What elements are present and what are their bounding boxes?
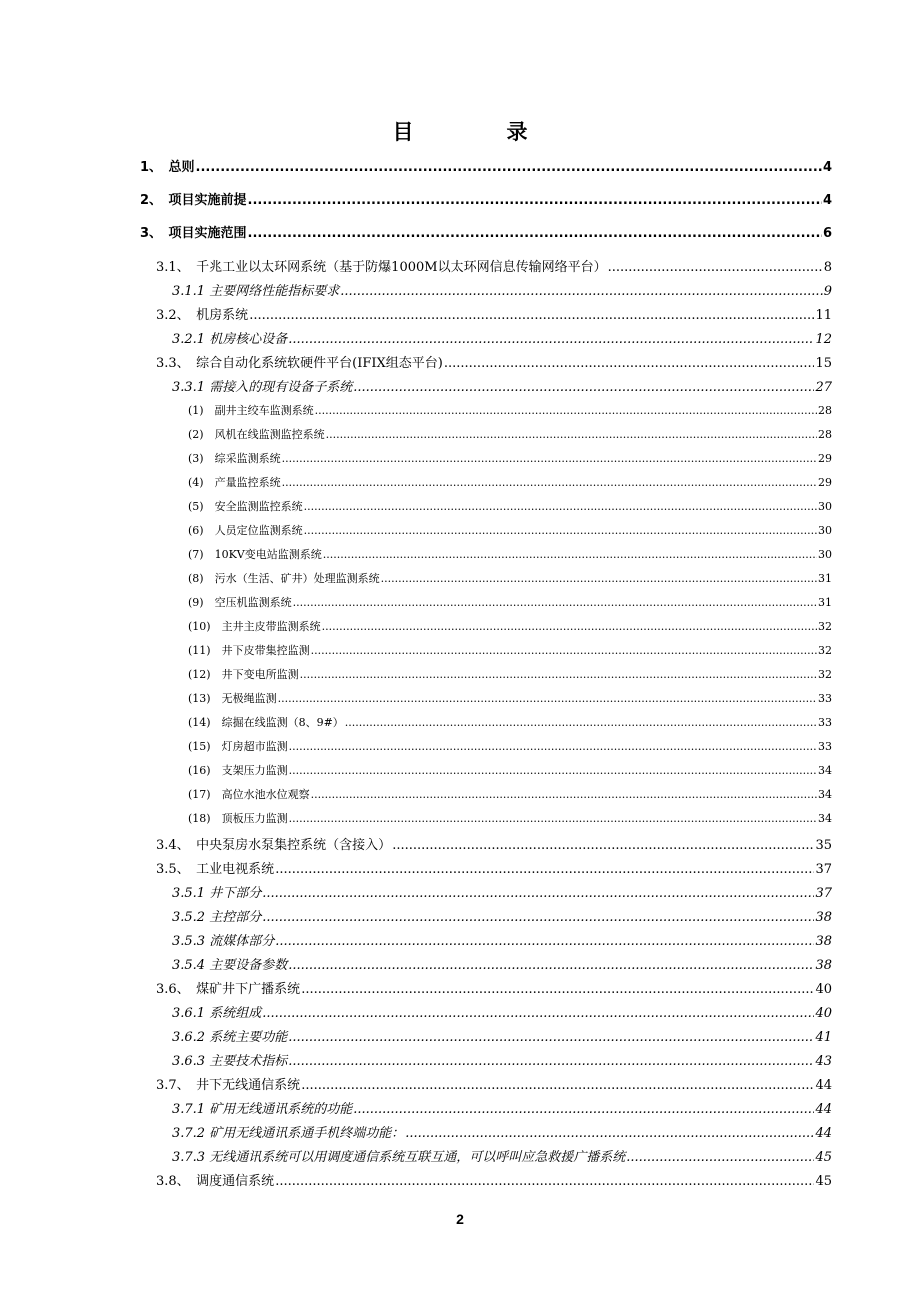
toc-entry[interactable] [172,1122,832,1141]
toc-entry-page: 34 [818,764,832,777]
toc-entry-page: 11 [815,308,832,323]
toc-entry[interactable] [172,1026,832,1045]
toc-entry[interactable] [172,376,832,395]
toc-entry-label: (13) 无极绳监测 [188,692,277,705]
toc-entry-label: 3.7、 井下无线通信系统 [156,1078,301,1093]
toc-entry-page: 32 [818,620,832,633]
toc-entry-label: 3.1.1 主要网络性能指标要求 [172,284,340,299]
toc-entry[interactable] [172,930,832,949]
toc-entry-page: 9 [823,284,832,299]
toc-entry[interactable] [188,522,832,538]
toc-entry-label: (15) 灯房超市监测 [188,740,288,753]
toc-entry-page: 40 [815,982,832,997]
toc-entry-label: (5) 安全监测监控系统 [188,500,303,513]
toc-entry-page: 15 [815,356,832,371]
toc-entry-label: (17) 高位水池水位观察 [188,788,310,801]
toc-entry-page: 33 [818,716,832,729]
toc-entry-page: 33 [818,740,832,753]
toc-entry[interactable] [188,642,832,658]
toc-entry[interactable] [188,498,832,514]
toc-entry-label: 3、 项目实施范围 [140,226,247,241]
toc-entry-page: 44 [815,1126,832,1141]
toc-entry-page: 31 [818,596,832,609]
toc-entry[interactable] [172,1098,832,1117]
toc-entry[interactable] [156,352,832,371]
toc-entry-label: 3.5.4 主要设备参数 [172,958,288,973]
toc-entry-page: 45 [815,1174,832,1189]
toc-entry[interactable] [172,906,832,925]
toc-entry[interactable] [172,1146,832,1165]
toc-entry-label: 3.6、 煤矿井下广播系统 [156,982,301,997]
toc-entry-label: 3.5.1 井下部分 [172,886,262,901]
toc-entry[interactable] [156,1074,832,1093]
toc-title: 目 录 [392,119,564,144]
toc-entry-label: (9) 空压机监测系统 [188,596,292,609]
toc-entry-page: 38 [815,958,832,973]
toc-entry-label: (11) 井下皮带集控监测 [188,644,310,657]
toc-entry-label: 3.7.1 矿用无线通讯系统的功能 [172,1102,353,1117]
toc-entry-page: 30 [818,524,832,537]
toc-entry-label: (4) 产量监控系统 [188,476,281,489]
toc-entry-page: 29 [818,476,832,489]
toc-entry[interactable] [172,1050,832,1069]
toc-entry-label: (2) 风机在线监测监控系统 [188,428,325,441]
toc-entry-page: 4 [822,193,832,208]
toc-entry-label: 1、 总则 [140,160,195,175]
toc-entry-page: 44 [815,1078,832,1093]
toc-entry-page: 41 [815,1030,832,1045]
toc-entry-label: (18) 顶板压力监测 [188,812,288,825]
toc-entry-page: 33 [818,692,832,705]
toc-entry-label: 3.3.1 需接入的现有设备子系统 [172,380,353,395]
toc-entry[interactable] [172,328,832,347]
toc-entry-label: 3.1、 千兆工业以太环网系统（基于防爆1000M以太环网信息传输网络平台） [156,260,607,275]
toc-entry[interactable] [188,690,832,706]
toc-entry-page: 31 [818,572,832,585]
toc-entry-page: 37 [815,862,832,877]
toc-entry-label: 2、 项目实施前提 [140,193,247,208]
toc-entry-page: 32 [818,644,832,657]
toc-entry-page: 30 [818,500,832,513]
toc-entry-page: 27 [815,380,832,395]
toc-entry-label: 3.6.3 主要技术指标 [172,1054,288,1069]
toc-entry[interactable] [188,810,832,826]
toc-entry-label: (7) 10KV变电站监测系统 [188,548,322,561]
toc-entry-page: 30 [818,548,832,561]
toc-entry-label: 3.4、 中央泵房水泵集控系统（含接入） [156,838,392,853]
toc-entry-page: 12 [815,332,832,347]
toc-entry-label: (6) 人员定位监测系统 [188,524,303,537]
toc-entry[interactable] [188,474,832,490]
toc-entry-page: 43 [815,1054,832,1069]
toc-entry[interactable] [156,256,832,275]
toc-entry[interactable] [188,738,832,754]
toc-entry-label: 3.2.1 机房核心设备 [172,332,288,347]
toc-entry[interactable] [188,570,832,586]
toc-entry-page: 34 [818,812,832,825]
toc-entry-label: 3.6.2 系统主要功能 [172,1030,288,1045]
toc-entry-page: 28 [818,428,832,441]
toc-entry-page: 4 [822,160,832,175]
toc-entry[interactable] [156,1170,832,1189]
toc-entry[interactable] [140,156,832,175]
toc-entry[interactable] [188,762,832,778]
toc-entry[interactable] [188,666,832,682]
toc-entry[interactable] [188,618,832,634]
toc-entry[interactable] [156,834,832,853]
toc-entry-label: (12) 井下变电所监测 [188,668,299,681]
toc-entry-page: 38 [815,910,832,925]
toc-entry-label: 3.6.1 系统组成 [172,1006,262,1021]
toc-entry-page: 37 [815,886,832,901]
toc-entry-page: 44 [815,1102,832,1117]
toc-entry-page: 29 [818,452,832,465]
toc-entry-label: (3) 综采监测系统 [188,452,281,465]
toc-entry-label: 3.5、 工业电视系统 [156,862,275,877]
toc-entry-page: 38 [815,934,832,949]
toc-entry-page: 28 [818,404,832,417]
toc-entry[interactable] [172,280,832,299]
toc-entry-page: 40 [815,1006,832,1021]
toc-entry[interactable] [140,222,832,241]
toc-entry[interactable] [188,450,832,466]
toc-entry[interactable] [140,189,832,208]
toc-entry-label: (14) 综掘在线监测（8、9#） [188,716,344,729]
toc-entry[interactable] [188,714,832,730]
toc-entry-label: (8) 污水（生活、矿井）处理监测系统 [188,572,380,585]
toc-entry[interactable] [188,786,832,802]
page-number: 2 [456,1211,464,1227]
toc-entry[interactable] [156,858,832,877]
toc-entry-page: 6 [822,226,832,241]
toc-entry-label: (1) 副井主绞车监测系统 [188,404,314,417]
toc-entry-page: 34 [818,788,832,801]
toc-entry[interactable] [188,402,832,418]
toc-entry-label: 3.8、 调度通信系统 [156,1174,275,1189]
toc-entry[interactable] [172,954,832,973]
toc-entry-label: 3.5.2 主控部分 [172,910,262,925]
toc-entry-page: 32 [818,668,832,681]
toc-entry[interactable] [172,1002,832,1021]
toc-entry-label: 3.3、 综合自动化系统软硬件平台(IFIX组态平台) [156,356,443,371]
toc-entry-page: 35 [815,838,832,853]
toc-entry[interactable] [156,978,832,997]
toc-entry[interactable] [156,304,832,323]
toc-entry-page: 8 [823,260,832,275]
toc-entry-page: 45 [815,1150,832,1165]
toc-entry[interactable] [188,594,832,610]
toc-entry-label: 3.7.2 矿用无线通讯系通手机终端功能： [172,1126,405,1141]
toc-entry-label: (10) 主井主皮带监测系统 [188,620,321,633]
toc-entry-label: (16) 支架压力监测 [188,764,288,777]
toc-entry[interactable] [188,426,832,442]
toc-entry-label: 3.5.3 流媒体部分 [172,934,275,949]
toc-entry[interactable] [188,546,832,562]
toc-entry[interactable] [172,882,832,901]
toc-entry-label: 3.2、 机房系统 [156,308,249,323]
toc-entry-label: 3.7.3 无线通讯系统可以用调度通信系统互联互通，可以呼叫应急救援广播系统 [172,1150,626,1165]
